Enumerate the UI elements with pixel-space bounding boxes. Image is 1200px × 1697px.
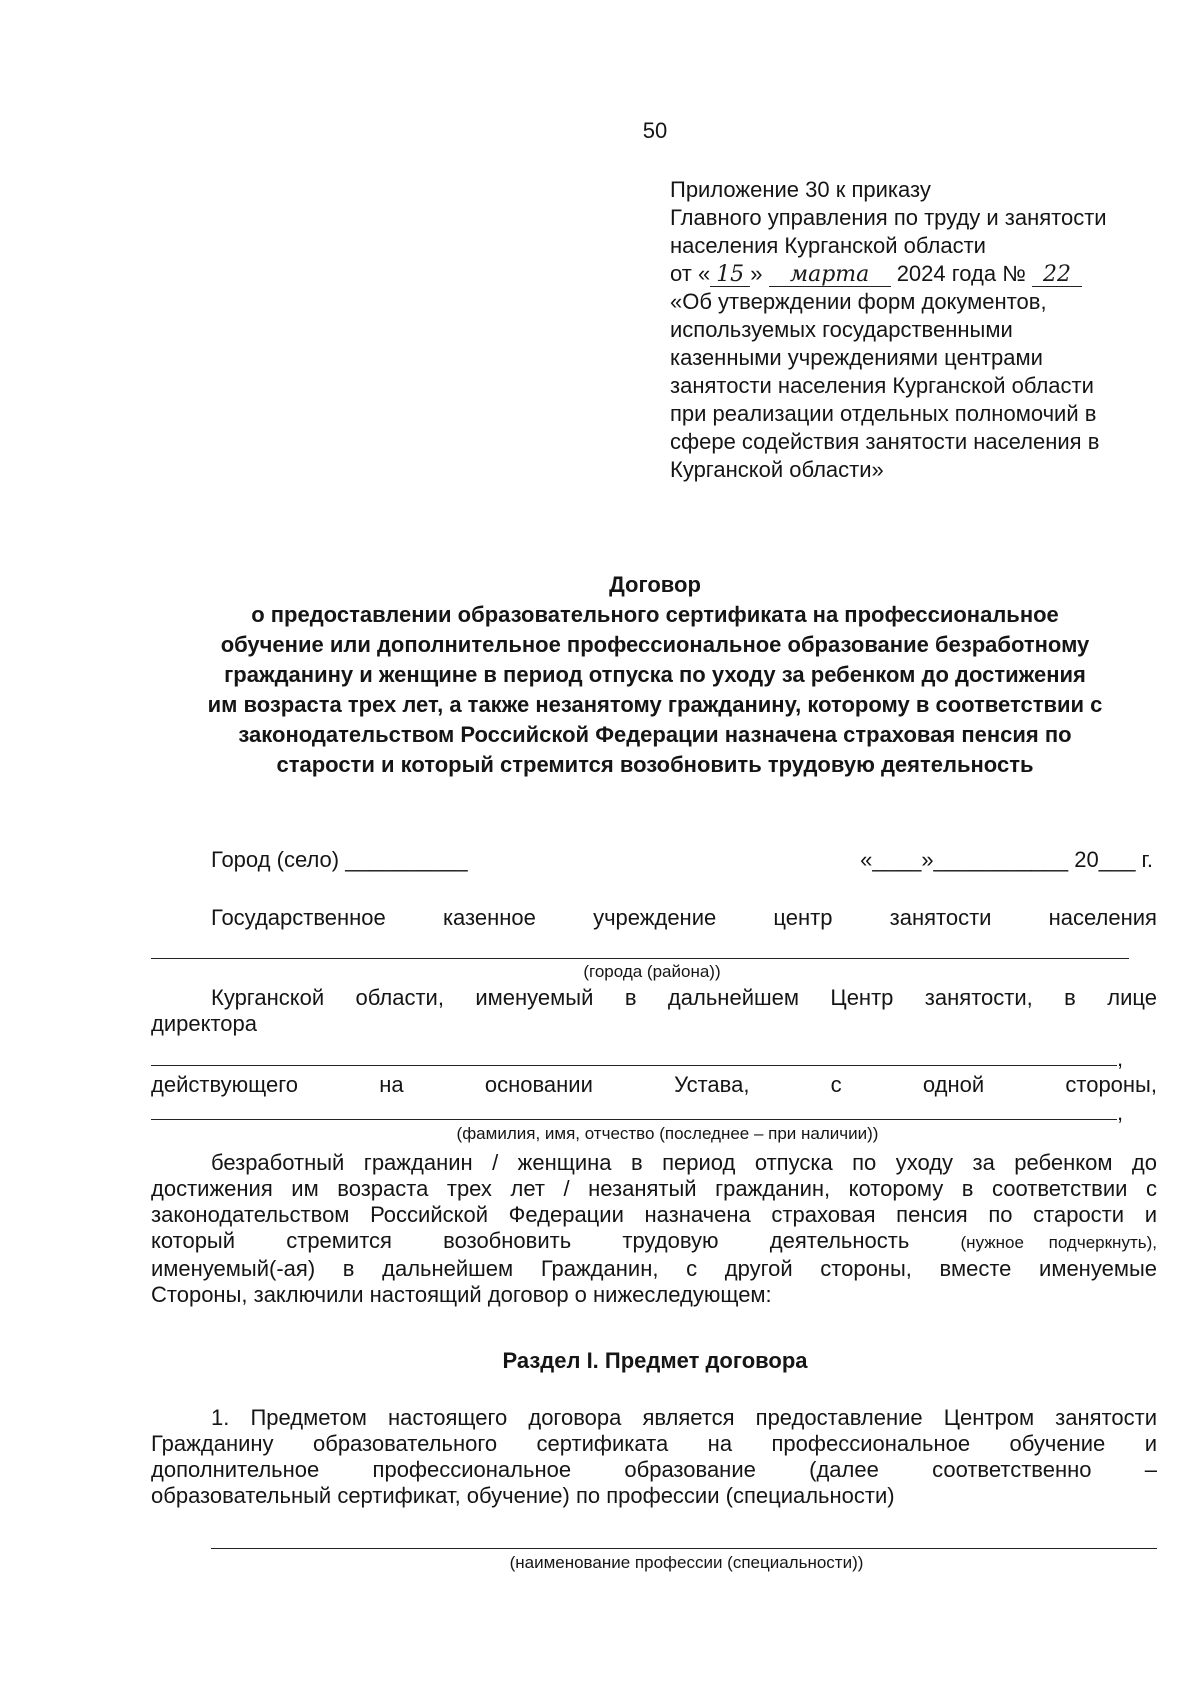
- appendix-title-line: при реализации отдельных полномочий в: [670, 401, 1097, 426]
- party2-line: достижения им возраста трех лет / незанятый гражданин, которому в соответствии с: [151, 1176, 1157, 1201]
- party1-paragraph: [151, 985, 1157, 1037]
- handwritten-order-number: 22: [1032, 264, 1082, 287]
- word: который: [151, 1228, 236, 1253]
- party2-line: безработный гражданин / женщина в период отпуска по уходу за ребенком до: [211, 1150, 1157, 1175]
- appendix-title-line: используемых государственными: [670, 317, 1013, 342]
- word: занятости: [889, 905, 992, 930]
- word: одной: [922, 1072, 985, 1097]
- word: основании: [484, 1072, 593, 1097]
- acting-row: [151, 1072, 1157, 1098]
- appendix-title-line: сфере содействия занятости населения в: [670, 429, 1100, 454]
- contract-title-line: законодательством Российской Федерации назначена страховая пенсия по: [238, 722, 1072, 747]
- party2-line: законодательством Российской Федерации назначена страховая пенсия по старости и: [151, 1202, 1157, 1227]
- caption-name: (фамилия, имя, отчество (последнее – при наличии)): [456, 1124, 879, 1143]
- date-from-label: от «: [670, 261, 711, 286]
- profession-fill-line: [211, 1548, 1157, 1549]
- word: стороны,: [1065, 1072, 1157, 1097]
- contract-title-line: о предоставлении образовательного сертификата на профессиональное: [251, 602, 1059, 627]
- contract-date-field: «____»___________ 20___ г.: [860, 847, 1153, 872]
- section1-line: 1. Предметом настоящего договора является предоставление Центром занятости: [211, 1405, 1157, 1430]
- word: Устава,: [674, 1072, 750, 1097]
- word: казенное: [442, 905, 536, 930]
- word: населения: [1048, 905, 1157, 930]
- word: стремится: [286, 1228, 392, 1253]
- contract-title-line: гражданину и женщине в период отпуска по уходу за ребенком до достижения: [224, 662, 1086, 687]
- city-field: Город (село) __________: [211, 847, 468, 872]
- word: учреждение: [593, 905, 717, 930]
- year-label: 2024 года №: [896, 261, 1026, 286]
- caption-city: (города (района)): [583, 962, 721, 981]
- appendix-title-line: казенными учреждениями центрами: [670, 345, 1043, 370]
- party2-line: Стороны, заключили настоящий договор о нижеследующем:: [151, 1282, 772, 1307]
- section1-line: образовательный сертификат, обучение) по профессии (специальности): [151, 1483, 895, 1508]
- section1-paragraph: [151, 1405, 1157, 1509]
- date-quote-close: »: [750, 261, 763, 286]
- handwritten-day: 15: [710, 264, 750, 287]
- party1-line: Курганской области, именуемый в дальнейшем Центр занятости, в лице: [211, 985, 1157, 1010]
- page-number: 50: [642, 118, 668, 143]
- contract-title-line: старости и который стремится возобновить трудовую деятельность: [276, 752, 1034, 777]
- word: возобновить: [443, 1228, 572, 1253]
- comma: ,: [1117, 1100, 1124, 1125]
- word: деятельность: [769, 1228, 910, 1253]
- comma: ,: [1117, 1046, 1124, 1071]
- appendix-title-line: занятости населения Курганской области: [670, 373, 1094, 398]
- section-title: Раздел I. Предмет договора: [502, 1348, 808, 1373]
- word: трудовую: [622, 1228, 719, 1253]
- word: центр: [773, 905, 833, 930]
- city-fill-line: [151, 958, 1129, 959]
- appendix-line: Приложение 30 к приказу: [670, 177, 931, 202]
- caption-profession: (наименование профессии (специальности)): [509, 1553, 864, 1572]
- appendix-line: населения Курганской области: [670, 233, 986, 258]
- appendix-block: [670, 176, 1170, 484]
- word: с: [830, 1072, 842, 1097]
- contract-title: [150, 570, 1160, 780]
- contract-title-line: обучение или дополнительное профессиональное образование безработному: [220, 632, 1090, 657]
- citizen-name-fill-line: [151, 1119, 1117, 1120]
- contract-title-line: им возраста трех лет, а также незанятому гражданину, которому в соответствии с: [207, 692, 1103, 717]
- handwritten-month: марта: [769, 264, 891, 287]
- appendix-line: Главного управления по труду и занятости: [670, 205, 1107, 230]
- party1-line: директора: [151, 1011, 258, 1036]
- word: действующего: [151, 1072, 299, 1097]
- party2-line: [151, 1228, 1157, 1256]
- director-fill-line: [151, 1065, 1117, 1066]
- party2-line: именуемый(-ая) в дальнейшем Гражданин, с другой стороны, вместе именуемые: [151, 1256, 1157, 1281]
- word: на: [379, 1072, 404, 1097]
- appendix-title-line: Курганской области»: [670, 457, 884, 482]
- section1-line: Гражданину образовательного сертификата на профессиональное обучение и: [151, 1431, 1157, 1456]
- section1-line: дополнительное профессиональное образование (далее соответственно –: [151, 1457, 1157, 1482]
- contract-heading: Договор: [609, 572, 701, 597]
- underline-note: (нужное подчеркнуть),: [960, 1233, 1157, 1252]
- party2-paragraph: [151, 1150, 1157, 1308]
- appendix-title-line: «Об утверждении форм документов,: [670, 289, 1047, 314]
- party1-first-row: [211, 905, 1157, 931]
- appendix-date-line: [670, 260, 1170, 288]
- word: Государственное: [211, 905, 386, 930]
